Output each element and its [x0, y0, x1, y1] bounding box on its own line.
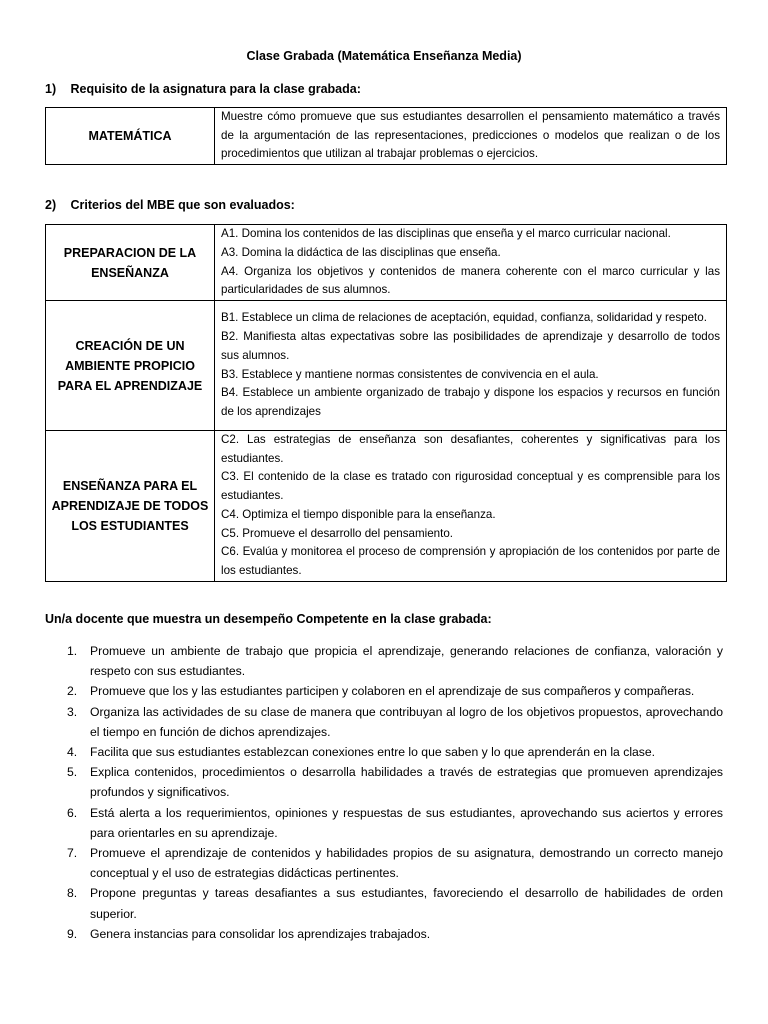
section-2-heading	[45, 196, 295, 215]
page-title: Clase Grabada (Matemática Enseñanza Media)	[246, 49, 522, 63]
criteria-item: B3. Establece y mantiene normas consistentes de convivencia en el aula.	[221, 367, 599, 381]
criteria-item: A1. Domina los contenidos de las disciplinas que enseña y el marco curricular nacional.	[221, 227, 671, 241]
subject-label: MATEMÁTICA	[46, 108, 215, 165]
list-number: 5.	[67, 765, 78, 780]
list-text: Propone preguntas y tareas desafiantes a sus estudiantes, favoreciendo el desarrollo de habilidades de orden superior.	[90, 886, 723, 921]
competent-list	[45, 641, 723, 944]
list-item	[45, 641, 723, 681]
table-row	[46, 225, 727, 301]
list-text: Genera instancias para consolidar los aprendizajes trabajados.	[90, 926, 431, 941]
list-text: Organiza las actividades de su clase de manera que contribuyan al logro de los objetivos propuestos, aprovechando el tiempo en función de dichos aprendizajes.	[90, 704, 723, 739]
mbe-criteria-table	[45, 224, 727, 582]
list-item	[45, 883, 723, 923]
criteria-item: A4. Organiza los objetivos y contenidos de manera coherente con el marco curricular y las particularidades de sus alumnos.	[221, 264, 720, 297]
list-number: 6.	[67, 805, 78, 820]
criteria-cell	[215, 225, 727, 301]
list-number: 7.	[67, 846, 78, 861]
list-item	[45, 843, 723, 883]
section-1-text: Requisito de la asignatura para la clase grabada:	[70, 82, 361, 96]
list-item	[45, 681, 723, 701]
list-text: Promueve un ambiente de trabajo que propicia el aprendizaje, generando relaciones de confianza, valoración y respeto con sus estudiantes.	[90, 644, 723, 679]
section-2-text: Criterios del MBE que son evaluados:	[70, 198, 295, 212]
section-1-number: 1)	[45, 82, 57, 96]
list-text: Promueve el aprendizaje de contenidos y habilidades propios de su asignatura, demostrando un correcto manejo conceptual y el uso de estrategias didácticas pertinentes.	[90, 846, 723, 881]
criteria-item: C5. Promueve el desarrollo del pensamiento.	[221, 526, 453, 540]
table-row	[46, 301, 727, 431]
competent-heading: Un/a docente que muestra un desempeño Competente en la clase grabada:	[45, 612, 492, 626]
criteria-label: CREACIÓN DE UN AMBIENTE PROPICIO PARA EL APRENDIZAJE	[46, 301, 215, 431]
list-item	[45, 742, 723, 762]
list-text: Explica contenidos, procedimientos o desarrolla habilidades a través de estrategias que promueven aprendizajes profundos y significativos.	[90, 765, 723, 800]
list-item	[45, 762, 723, 802]
criteria-label: PREPARACION DE LA ENSEÑANZA	[46, 225, 215, 301]
section-2-number: 2)	[45, 198, 57, 212]
list-text: Promueve que los y las estudiantes participen y colaboren en el aprendizaje de sus compañeros y compañeras.	[90, 684, 695, 699]
list-number: 1.	[67, 644, 78, 658]
subject-requirement-text: Muestre cómo promueve que sus estudiantes desarrollen el pensamiento matemático a través de la argumentación de las representaciones, predicciones o modelos que realizan o de los procedimientos que utilizan al trabajar problemas o ejercicios.	[215, 108, 727, 165]
table-row	[46, 431, 727, 582]
list-item	[45, 702, 723, 742]
list-text: Está alerta a los requerimientos, opiniones y respuestas de sus estudiantes, aprovechando sus aciertos y errores para orientarles en su aprendizaje.	[90, 805, 723, 840]
criteria-item: B1. Establece un clima de relaciones de aceptación, equidad, confianza, solidaridad y respeto.	[221, 311, 707, 325]
list-item	[45, 803, 723, 843]
list-item	[45, 924, 723, 944]
criteria-item: C4. Optimiza el tiempo disponible para la enseñanza.	[221, 507, 496, 521]
list-number: 4.	[67, 745, 78, 760]
criteria-item: A3. Domina la didáctica de las disciplinas que enseña.	[221, 245, 501, 259]
list-number: 2.	[67, 684, 78, 699]
criteria-item: C6. Evalúa y monitorea el proceso de comprensión y apropiación de los contenidos por parte de los estudiantes.	[221, 545, 720, 577]
criteria-item: C2. Las estrategias de enseñanza son desafiantes, coherentes y significativas para los estudiantes.	[221, 433, 720, 465]
section-1-heading	[45, 80, 361, 99]
subject-requirement-table	[45, 107, 727, 165]
list-number: 3.	[67, 704, 78, 719]
criteria-item: B4. Establece un ambiente organizado de trabajo y dispone los espacios y recursos en función de los aprendizajes	[221, 386, 720, 418]
criteria-item: B2. Manifiesta altas expectativas sobre las posibilidades de aprendizaje y desarrollo de todos sus alumnos.	[221, 330, 720, 362]
criteria-label: ENSEÑANZA PARA EL APRENDIZAJE DE TODOS LOS ESTUDIANTES	[46, 431, 215, 582]
list-number: 8.	[67, 886, 78, 901]
list-number: 9.	[67, 926, 78, 941]
list-text: Facilita que sus estudiantes establezcan conexiones entre lo que saben y lo que aprenderán en la clase.	[90, 745, 656, 760]
criteria-cell	[215, 301, 727, 431]
table-row	[46, 108, 727, 165]
criteria-cell	[215, 431, 727, 582]
criteria-item: C3. El contenido de la clase es tratado con rigurosidad conceptual y es comprensible para los estudiantes.	[221, 470, 720, 503]
